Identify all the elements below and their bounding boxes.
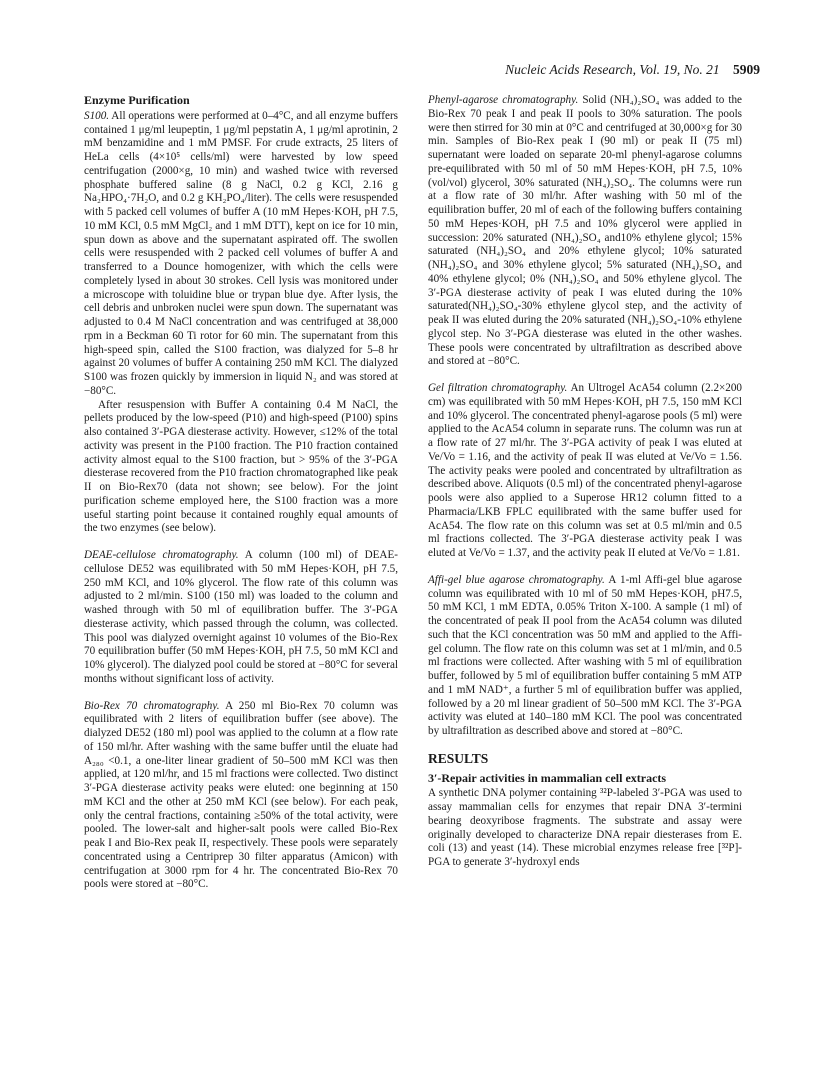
left-column [84, 94, 398, 892]
repair-subheading: 3′-Repair activities in mammalian cell extracts [428, 770, 667, 785]
deae-body: A column (100 ml) of DEAE-cellulose DE52 was equilibrated with 50 mM Hepes·KOH, pH 7.5, 250 mM KCl, and 10% glycerol. The flow rate of this column was adjusted to 2 ml/min. S100 (150 ml) was loaded to the column and washed through with 50 ml of equilibration buffer. The 3′-PGA diesterase activity, which passed through the column, was collected. This pool was dialyzed overnight against 10 volumes of the Bio-Rex 70 equilibration buffer (50 mM Hepes·KOH, pH 7.5, 50 mM KCl and 10% glycerol). The dialyzed pool could be stored at −80°C for several months without significant loss of activity. [84, 549, 398, 685]
paragraph-biorex [84, 700, 398, 893]
affi-body: A 1-ml Affi-gel blue agarose column was equilibrated with 10 ml of 50 mM Hepes·KOH, pH7.5, 50 mM KCl, 1 mM EDTA, 0.05% Triton X-100. A sample (1 ml) of the concentrated of peak II pool from the AcA54 column was diluted such that the KCl concentration was 50 mM and applied to the Affi-gel column. The flow rate on this column was set at 1 ml/min, and 0.5 ml fractions were collected. After washing with 5 ml of equilibration buffer, followed by 5 ml of equilibration buffer containing 5 mM ATP and 1 mM NAD⁺, a further 5 ml of equilibration buffer was applied, followed by a 20 ml linear gradient of 50–500 mM KCl. The 3′-PGA activity was eluted at 140–180 mM KCl. The pool was concentrated by ultrafiltration as described above and stored at −80°C. [428, 573, 742, 737]
affi-title: Affi-gel blue agarose chromatography. [428, 573, 605, 586]
biorex-title: Bio-Rex 70 chromatography. [84, 699, 220, 712]
paragraph-repair: A synthetic DNA polymer containing ³²P-labeled 3′-PGA was used to assay mammalian cells for enzymes that repair DNA 3′-termini bearing deoxyribose fragments. The substrate and assay were originally developed to characterize DNA repair diesterases from E. coli (13) and yeast (14). These microbial enzymes release free [³²P]-PGA to generate 3′-hydroxyl ends [428, 787, 742, 868]
paragraph-s100 [84, 110, 398, 399]
section-heading-enzyme-purification: Enzyme Purification [84, 93, 190, 107]
journal-citation: Nucleic Acids Research, Vol. 19, No. 21 [505, 62, 720, 77]
phenyl-body: Solid (NH₄)₂SO₄ was added to the Bio-Rex 70 peak I and peak II pools to 30% saturation. The pools were then stirred for 30 min at 0°C and centrifuged at 30,000×g for 30 min. Samples of Bio-Rex peak I (90 ml) or peak II (75 ml) supernatant were loaded on separate 20-ml phenyl-agarose columns pre-equilibrated with 50 ml of 50 mM Hepes·KOH, pH 7.5, 10% (vol/vol) glycerol, 30% saturated (NH₄)₂SO₄. The columns were run at a flow rate of 30 ml/hr. After washing with 50 ml of the equilibration buffer, 20 ml of each of the following buffers containing 50 mM Hepes·KOH, pH 7.5 and 10% glycerol were applied in succession: 20% saturated (NH₄)₂SO₄ and10% ethylene glycol; 15% saturated (NH₄)₂SO₄ and 20% ethylene glycol; 10% saturated (NH₄)₂SO₄ and 30% ethylene glycol; 5% saturated (NH₄)₂SO₄ and 40% ethylene glycol; 0% (NH₄)₂SO₄ and 50% ethylene glycol. The 3′-PGA diesterase activity of peak I was eluted during the 10% saturated(NH₄)₂SO₄-30% ethylene glycol step, and the activity of peak II was eluted during the 20% saturated (NH₄)₂SO₄-10% ethylene glycol step. No 3′-PGA diesterase was eluted in the other washes. These pools were concentrated by ultrafiltration as described above and stored at −80°C. [428, 94, 742, 368]
paragraph-gel-filtration [428, 382, 742, 561]
paragraph-p10: After resuspension with Buffer A containing 0.4 M NaCl, the pellets produced by the low-speed (P10) and high-speed (P100) spins also contained 3′-PGA diesterase activity. However, ≤12% of the total activity was present in the P100 fraction. The P10 fraction contained activity almost equal to the S100 fraction, but > 95% of the 3′-PGA diesterase recovered from the P10 fraction chromatographed like peak II on Bio-Rex70 (data not shown; see below). For the joint purification scheme employed here, the S100 fraction was a more useful starting point because it contained roughly equal amounts of the two enzymes (see below). [84, 398, 398, 535]
deae-title: DEAE-cellulose chromatography. [84, 549, 239, 561]
results-heading: RESULTS [428, 750, 489, 766]
paragraph-deae [84, 549, 398, 687]
gel-title: Gel filtration chromatography. [428, 382, 568, 394]
phenyl-title: Phenyl-agarose chromatography. [428, 94, 579, 106]
s100-body: All operations were performed at 0–4°C, and all enzyme buffers contained 1 μg/ml leupeptin, 1 μg/ml pepstatin A, 1 μg/ml aprotinin, 2 mM benzamidine and 1 mM PMSF. For crude extracts, 25 liters of HeLa cells (4×10⁵ cells/ml) were harvested by low speed centrifugation (2000×g, 10 min) and washed twice with reversed phosphate buffered saline (8 g NaCl, 0.2 g KCl, 2.16 g Na₂HPO₄·7H₂O, and 0.2 g KH₂PO₄/liter). The cells were resuspended with 5 packed cell volumes of buffer A (10 mM Hepes·KOH, pH 7.5, 10 mM KCl, 0.5 mM MgCl₂ and 1 mM DTT), kept on ice for 10 min, spun down as above and the supernatant aspirated off. The swollen cells were resuspended with 2 packed cell volumes of buffer A and transferred to a Dounce homogenizer, with which the cells were completely lysed in about 30 strokes. Cell lysis was monitored under a microscope with toluidine blue or trypan blue dye. After lysis, the cell debris and unbroken nuclei were spun down. The supernatant was adjusted to 0.4 M NaCl concentration and was centrifuged at 38,000 rpm in a Beckman 60 Ti rotor for 60 min. The supernatant from this high-speed spin, called the S100 fraction, was dialyzed for 5–8 hr against 20 volumes of buffer A containing 250 mM KCl. The dialyzed S100 was frozen quickly by immersion in liquid N₂ and was stored at −80°C. [84, 109, 399, 397]
running-header [430, 62, 760, 78]
biorex-body: A 250 ml Bio-Rex 70 column was equilibrated with 2 liters of equilibration buffer (see above). The dialyzed DE52 (180 ml) pool was applied to the column at a flow rate of 150 ml/hr. After washing with the same buffer until the eluate had A₂₈₀ <0.1, a one-liter linear gradient of 50–500 mM KCl was then applied, at 120 ml/hr, and 15 ml fractions were collected. Two distinct 3′-PGA diesterase activity peaks were eluted: one beginning at 150 mM KCl and the other at 250 mM KCl (see below). For each peak, only the central fractions, containing ≥50% of the total activity, were pooled. The lower-salt and higher-salt pools were called Bio-Rex peak I and Bio-Rex peak II, respectively. These pools were separately concentrated using a Centriprep 30 filter apparatus (Amicon) with centrifugation at 3000 rpm for 4 hr. The concentrated Bio-Rex 70 pools were stored at −80°C. [84, 699, 399, 891]
gel-body: An Ultrogel AcA54 column (2.2×200 cm) was equilibrated with 50 mM Hepes·KOH, pH 7.5, 150 mM KCl and 10% glycerol. The concentrated phenyl-agarose pools (5 ml) were applied to the AcA54 column in separate runs. The column was run at a flow rate of 27 ml/hr. The 3′-PGA activity of peak I was eluted at Ve/Vo = 1.16, and the activity of peak II was eluted at Ve/Vo = 1.56. The activity peaks were pooled and concentrated by ultrafiltration as described above. Aliquots (0.5 ml) of the concentrated phenyl-agarose pools were also applied to a Superose HR12 column fitted to a Pharmacia/LKB FPLC equilibrated with the same buffer used for AcA54. The flow rate on this column was set at 0.5 ml/min and 0.5 ml fractions collected. The 3′-PGA diesterase activity peak I was eluted at Ve/Vo = 1.37, and the activity peak II eluted at Ve/Vo = 1.81. [428, 382, 743, 559]
right-column [428, 94, 742, 870]
paragraph-affi-gel [428, 574, 742, 739]
s100-title: S100. [84, 109, 110, 122]
paragraph-phenyl [428, 94, 742, 369]
page-number: 5909 [733, 62, 760, 77]
